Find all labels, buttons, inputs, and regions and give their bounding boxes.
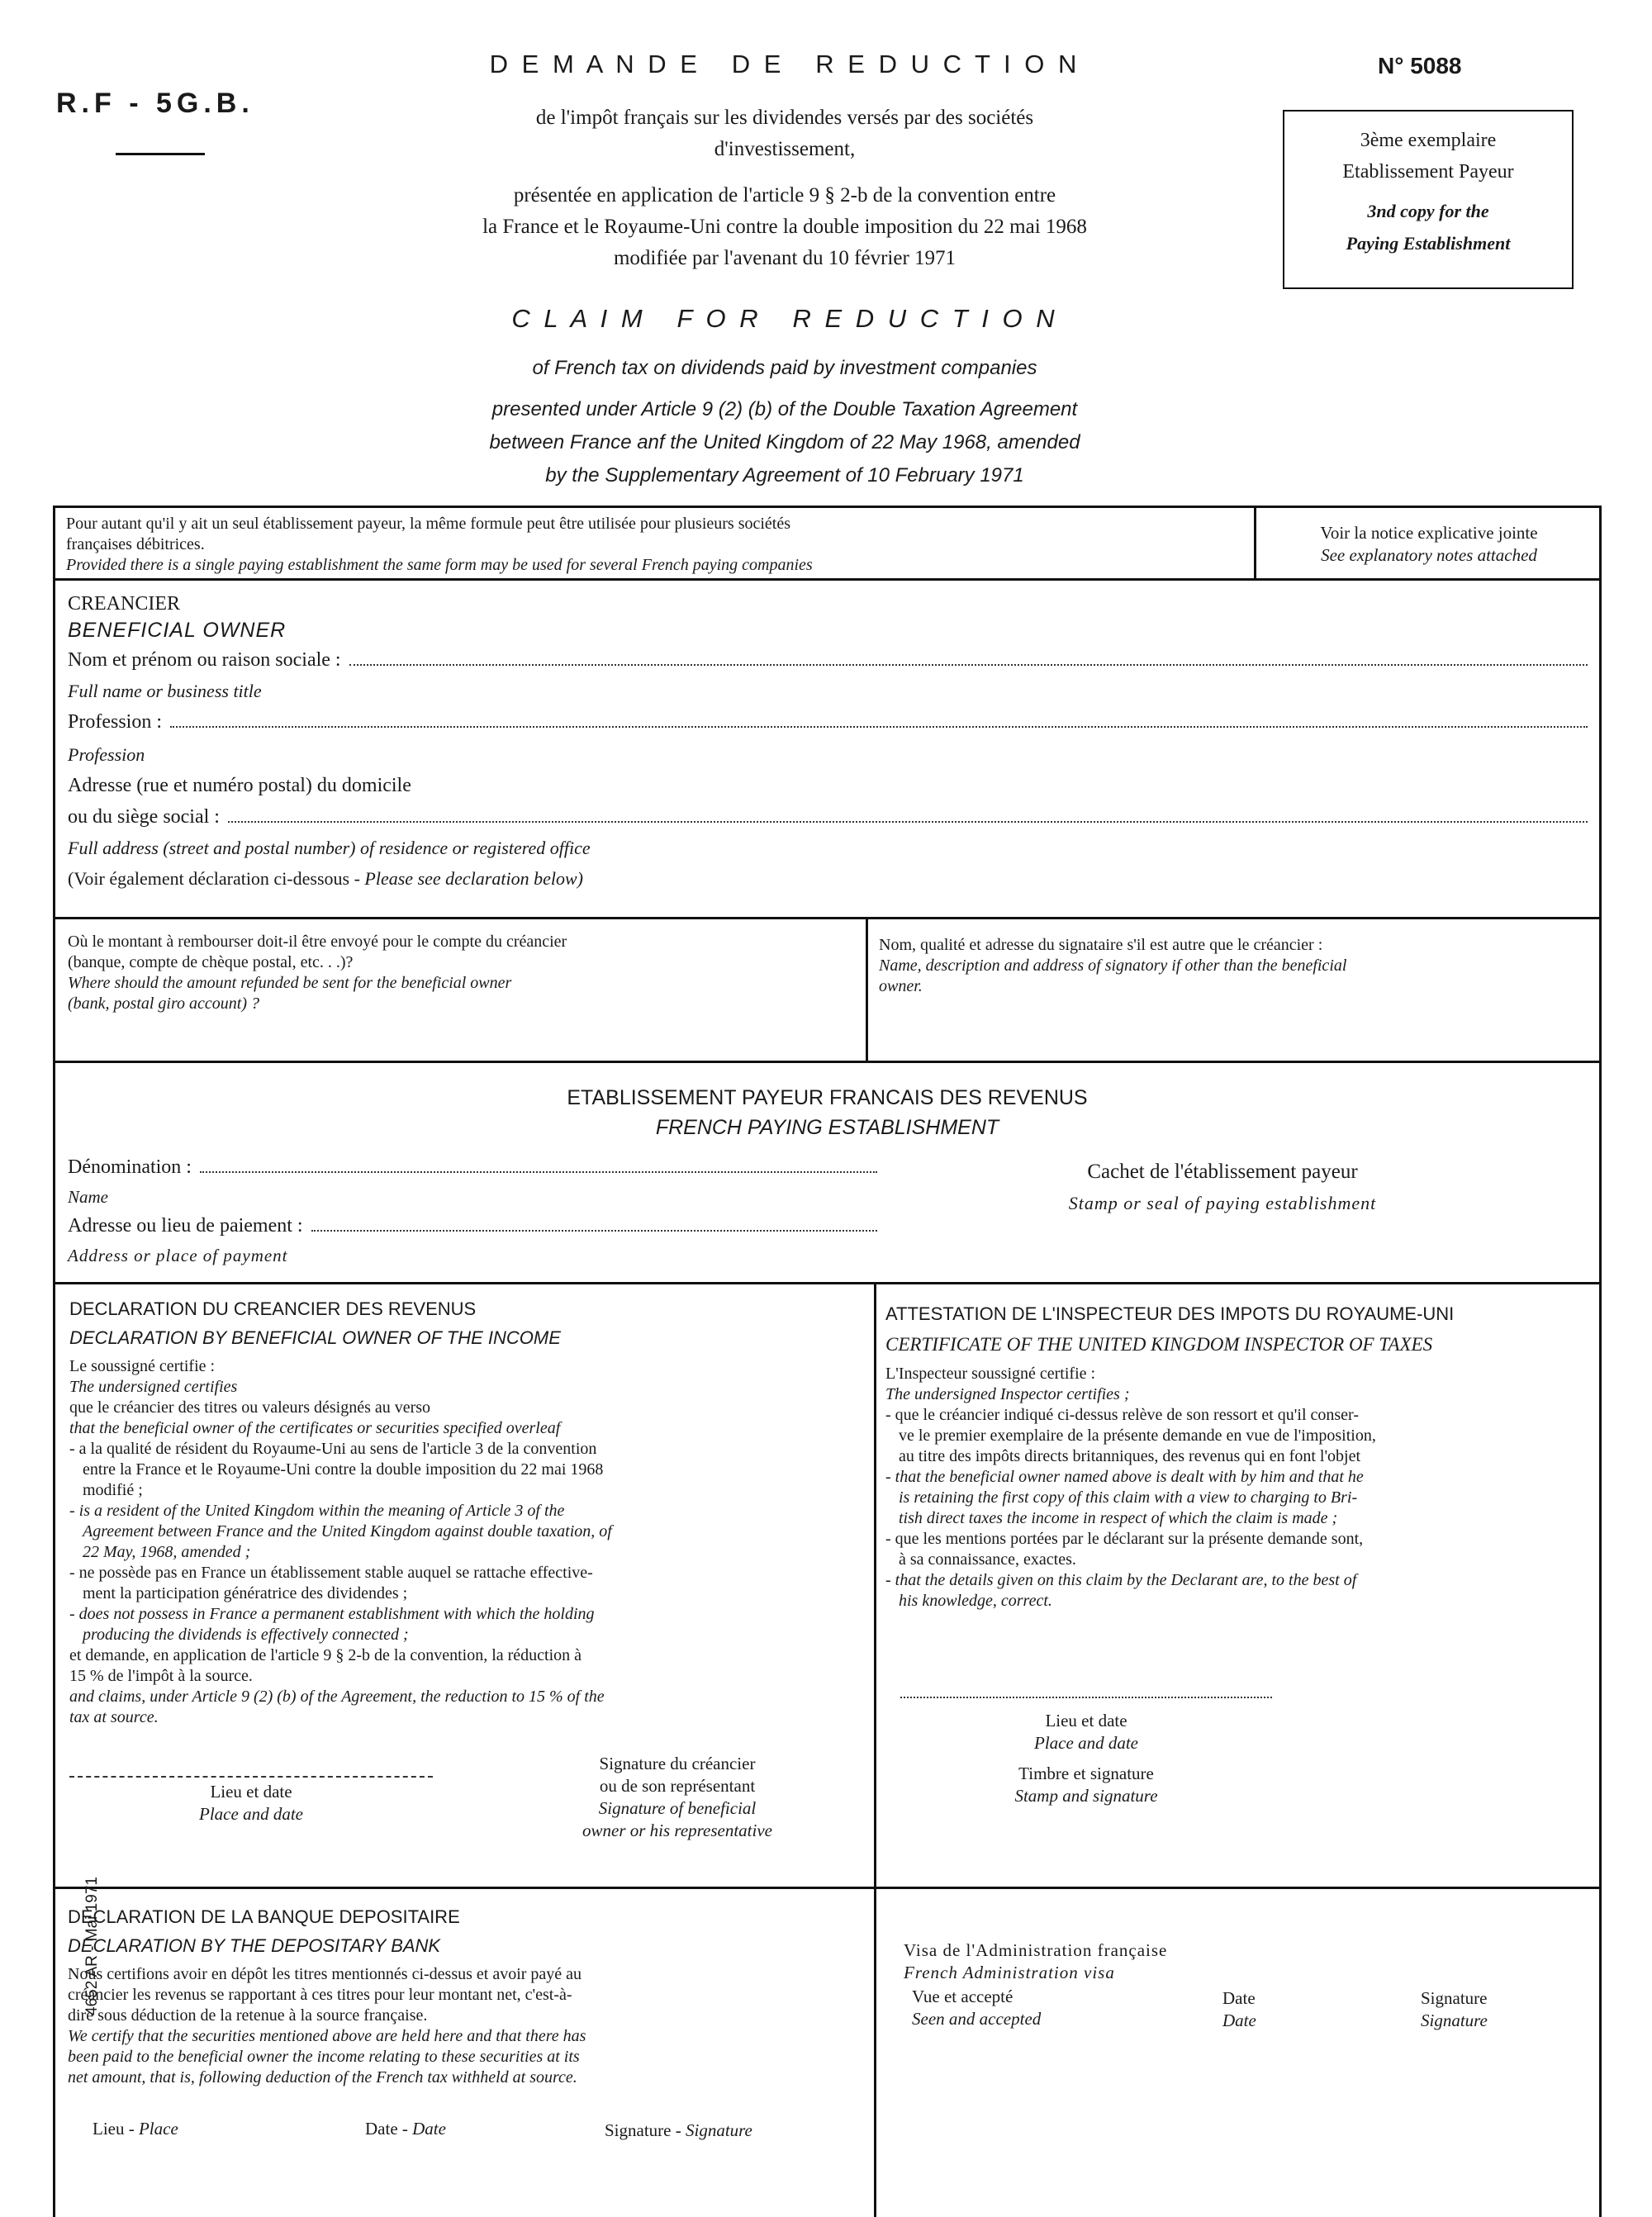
att-b1-en-line: tish direct taxes the income in respect of which the claim is made ; [899, 1509, 1338, 1527]
name-label-fr: Nom et prénom ou raison sociale : [68, 649, 341, 671]
rule [1599, 506, 1602, 2217]
bank-body-en-line: We certify that the securities mentioned above are held here and that there has [68, 2027, 586, 2045]
intro-fr-2: françaises débitrices. [66, 535, 205, 553]
side-print-code: 4652 AR - Mai 1971 [83, 1877, 101, 2015]
denomination-label-en: Name [68, 1187, 108, 1207]
rule [53, 917, 1602, 919]
name-field[interactable] [68, 648, 1588, 672]
form-code: R.F - 5G.B. [56, 88, 254, 119]
decl-b1-en-line: Agreement between France and the United Kingdom against double taxation, of [83, 1522, 612, 1541]
fr-sub-line: de l'impôt français sur les dividendes versés par des sociétés [535, 107, 1034, 129]
bank-date[interactable] [365, 2118, 446, 2140]
intro-fr-1: Pour autant qu'il y ait un seul établissement payeur, la même formule peut être utilisée pour plusieurs sociétés [66, 515, 791, 533]
decl-certifies-en: The undersigned certifies [69, 1378, 238, 1396]
address-fill-line[interactable] [228, 820, 1588, 823]
decl-signature[interactable] [512, 1753, 843, 1842]
en-sub-line: between France anf the United Kingdom of 22 May 1968, amended [489, 431, 1080, 453]
copy-box [1283, 110, 1574, 289]
en-sub-line: presented under Article 9 (2) (b) of the Double Taxation Agreement [491, 398, 1078, 420]
decl-b1-fr-line: - a la qualité de résident du Royaume-Uni au sens de l'article 3 de la convention [69, 1440, 597, 1458]
address-field[interactable] [68, 805, 1588, 829]
rule [53, 578, 1602, 581]
bank-heading-en: DECLARATION BY THE DEPOSITARY BANK [68, 1935, 441, 1956]
signatory-en-2: owner. [879, 977, 923, 995]
paying-fields [68, 1155, 877, 1267]
see-declaration-en: Please see declaration below) [364, 868, 583, 889]
declaration-heading-fr: DECLARATION DU CREANCIER DES REVENUS [69, 1298, 477, 1319]
decl-b1-en-line: 22 May, 1968, amended ; [83, 1543, 251, 1561]
decl-sig-en-2: owner or his representative [582, 1821, 772, 1840]
bank-body-fr [68, 1964, 861, 2026]
decl-sig-fr-1: Signature du créancier [599, 1754, 756, 1773]
refund-fr-2: (banque, compte de chèque postal, etc. . .)? [68, 953, 354, 971]
decl-place-en: Place and date [199, 1804, 303, 1824]
rule [874, 1282, 876, 1889]
att-b1-fr-line: au titre des impôts directs britanniques, des revenus qui en font l'objet [899, 1447, 1361, 1465]
rule [53, 1282, 1602, 1284]
creancier-heading-en: BENEFICIAL OWNER [68, 619, 287, 642]
profession-label-en: Profession [68, 744, 145, 765]
visa-sig-fr: Signature [1421, 1988, 1488, 2008]
see-declaration [68, 866, 1588, 890]
att-b1-fr-line: - que le créancier indiqué ci-dessus relève de son ressort et qu'il conser- [885, 1406, 1359, 1424]
decl-b2-en-line: producing the dividends is effectively connected ; [83, 1626, 409, 1644]
form-code-rule [116, 153, 205, 155]
decl-place-fr: Lieu et date [210, 1782, 292, 1802]
fr-sub-line: présentée en application de l'article 9 § 2-b de la convention entre [513, 184, 1056, 207]
signatory-en-1: Name, description and address of signatory if other than the beneficial [879, 957, 1347, 975]
att-b1-en-line: - that the beneficial owner named above is dealt with by him and that he [885, 1468, 1364, 1486]
refund-en-2: (bank, postal giro account) ? [68, 995, 260, 1013]
attestation-heading-fr: ATTESTATION DE L'INSPECTEUR DES IMPOTS DU ROYAUME-UNI [885, 1303, 1455, 1324]
bank-body-en-line: net amount, that is, following deduction of the French tax withheld at source. [68, 2068, 577, 2086]
paying-stamp[interactable] [991, 1158, 1454, 1215]
paying-heading-fr: ETABLISSEMENT PAYEUR FRANCAIS DES REVENUS [567, 1086, 1088, 1109]
notice-en: See explanatory notes attached [1321, 545, 1537, 565]
bank-body-fr-line: créancier les revenus se rapportant à ces titres pour leur montant net, c'est-à- [68, 1986, 572, 2004]
copy-en-1: 3nd copy for the [1367, 201, 1489, 221]
visa-section [904, 1939, 1581, 1984]
form-number: N° 5088 [1378, 53, 1462, 78]
rule [53, 1887, 1602, 1889]
profession-field[interactable] [68, 710, 1588, 734]
payment-address-fill-line[interactable] [311, 1229, 877, 1232]
att-b1-fr-line: ve le premier exemplaire de la présente demande en vue de l'imposition, [899, 1427, 1376, 1445]
decl-b1-fr-line: modifié ; [83, 1481, 143, 1499]
bank-body-fr-line: Nous certifions avoir en dépôt les titres mentionnés ci-dessus et avoir payé au [68, 1965, 582, 1983]
visa-fr: Visa de l'Administration française [904, 1940, 1168, 1960]
decl-sig-en-1: Signature of beneficial [598, 1798, 757, 1818]
att-b2-fr [885, 1529, 1596, 1570]
english-subtitle [347, 352, 1222, 492]
notice-fr: Voir la notice explicative jointe [1320, 523, 1538, 543]
bank-place-fr: Lieu - [93, 2119, 139, 2139]
decl-b1-fr [69, 1439, 862, 1501]
decl-claim-fr [69, 1645, 862, 1687]
stamp-label-en: Stamp or seal of paying establishment [1068, 1193, 1377, 1213]
att-b2-en-line: - that the details given on this claim by the Declarant are, to the best of [885, 1571, 1357, 1589]
decl-owner-en: that the beneficial owner of the certificates or securities specified overleaf [69, 1419, 561, 1437]
signatory-fr: Nom, qualité et adresse du signataire s'il est autre que le créancier : [879, 936, 1323, 954]
bank-signature[interactable] [605, 2120, 752, 2142]
fr-sub-line: d'investissement, [714, 138, 856, 160]
address-label-fr-1: Adresse (rue et numéro postal) du domicile [68, 775, 411, 796]
address-label-en: Full address (street and postal number) of residence or registered office [68, 838, 591, 858]
bank-heading-fr: DECLARATION DE LA BANQUE DEPOSITAIRE [68, 1906, 460, 1927]
att-place-en: Place and date [1034, 1733, 1138, 1753]
address-label-fr-2: ou du siège social : [68, 806, 220, 828]
decl-b2-fr-line: ment la participation génératrice des dividendes ; [83, 1584, 408, 1602]
decl-sig-fr-2: ou de son représentant [599, 1776, 756, 1796]
bank-date-fr: Date - [365, 2119, 413, 2139]
att-b2-fr-line: - que les mentions portées par le déclarant sur la présente demande sont, [885, 1530, 1364, 1548]
decl-b1-fr-line: entre la France et le Royaume-Uni contre la double imposition du 22 mai 1968 [83, 1460, 604, 1479]
visa-date-en: Date [1222, 2010, 1256, 2030]
french-title: D E M A N D E D E R E D U C T I O N [489, 50, 1080, 78]
bank-section [68, 1905, 861, 2088]
fr-sub-line: modifiée par l'avenant du 10 février 1971 [613, 247, 957, 269]
decl-claim-en [69, 1687, 862, 1728]
att-place-date-line[interactable] [900, 1697, 1272, 1698]
decl-b2-en-line: - does not possess in France a permanent establishment with which the holding [69, 1605, 595, 1623]
decl-owner-fr: que le créancier des titres ou valeurs désignés au verso [69, 1398, 431, 1417]
att-b1-en-line: is retaining the first copy of this claim with a view to charging to Bri- [899, 1488, 1358, 1507]
visa-signature[interactable] [1421, 1987, 1488, 2032]
att-stamp-en[interactable]: Stamp and signature [1014, 1786, 1158, 1806]
payment-address-field[interactable] [68, 1213, 877, 1238]
bank-body-en [68, 2026, 861, 2088]
declaration-heading-en: DECLARATION BY BENEFICIAL OWNER OF THE INCOME [69, 1327, 561, 1348]
att-bullets [885, 1405, 1596, 1612]
decl-b1-en [69, 1501, 862, 1563]
signatory-details[interactable] [879, 935, 1589, 997]
att-place-fr: Lieu et date [1045, 1711, 1127, 1730]
att-b2-en [885, 1570, 1596, 1612]
refund-en-1: Where should the amount refunded be sent for the beneficial owner [68, 974, 512, 992]
visa-en: French Administration visa [904, 1963, 1115, 1982]
intro-note [66, 514, 1239, 576]
visa-seen-fr: Vue et accepté [912, 1987, 1014, 2006]
english-title: C L A I M F O R R E D U C T I O N [511, 304, 1058, 333]
creancier-section [68, 591, 1588, 890]
paying-heading-en: FRENCH PAYING ESTABLISHMENT [655, 1116, 999, 1139]
attestation-section [885, 1302, 1596, 1612]
bank-body-en-line: been paid to the beneficial owner the income relating to these securities at its [68, 2048, 580, 2066]
decl-claim-fr-line: et demande, en application de l'article 9 § 2-b de la convention, la réduction à [69, 1646, 582, 1664]
decl-claim-en-line: and claims, under Article 9 (2) (b) of the Agreement, the reduction to 15 % of the [69, 1688, 605, 1706]
bank-sig-en: Signature [685, 2120, 752, 2140]
denomination-field[interactable] [68, 1155, 877, 1180]
visa-date[interactable] [1222, 1987, 1256, 2032]
att-certifies-fr: L'Inspecteur soussigné certifie : [885, 1365, 1096, 1383]
en-sub-line: of French tax on dividends paid by investment companies [532, 357, 1037, 379]
refund-fr-1: Où le montant à rembourser doit-il être envoyé pour le compte du créancier [68, 933, 567, 951]
att-place-date [900, 1710, 1272, 1807]
att-b1-fr [885, 1405, 1596, 1467]
bank-body-fr-line: dire sous déduction de la retenue à la source française. [68, 2006, 428, 2025]
rule [1254, 506, 1256, 580]
copy-fr-1: 3ème exemplaire [1360, 130, 1497, 151]
denomination-label-fr: Dénomination : [68, 1156, 192, 1178]
copy-en-2: Paying Establishment [1346, 233, 1511, 254]
rule [866, 917, 868, 1062]
decl-certifies-fr: Le soussigné certifie : [69, 1357, 216, 1375]
visa-seen-en: Seen and accepted [912, 2009, 1042, 2029]
att-certifies-en: The undersigned Inspector certifies ; [885, 1385, 1130, 1403]
decl-b1-en-line: - is a resident of the United Kingdom within the meaning of Article 3 of the [69, 1502, 565, 1520]
att-b2-fr-line: à sa connaissance, exactes. [899, 1550, 1076, 1569]
rule [53, 506, 55, 2217]
decl-place-date [69, 1781, 433, 1825]
decl-b2-en [69, 1604, 862, 1645]
rule [874, 1887, 876, 2217]
bank-place-en: Place [138, 2119, 178, 2139]
intro-en: Provided there is a single paying establishment the same form may be used for several French paying companies [66, 556, 813, 574]
name-label-en: Full name or business title [68, 681, 262, 701]
see-declaration-fr: (Voir également déclaration ci-dessous - [68, 868, 365, 889]
rule [53, 506, 1602, 508]
payment-address-label-en: Address or place of payment [68, 1246, 288, 1265]
payment-address-label-fr: Adresse ou lieu de paiement : [68, 1215, 303, 1237]
bank-place[interactable] [93, 2118, 178, 2140]
denomination-fill-line[interactable] [200, 1170, 877, 1173]
stamp-label-fr: Cachet de l'établissement payeur [1087, 1161, 1358, 1183]
fr-sub-line: la France et le Royaume-Uni contre la double imposition du 22 mai 1968 [482, 216, 1087, 238]
name-fill-line[interactable] [349, 663, 1588, 666]
french-subtitle [363, 102, 1206, 274]
declaration-section [69, 1297, 862, 1728]
att-b1-en [885, 1467, 1596, 1529]
copy-fr-2: Etablissement Payeur [1342, 161, 1514, 183]
decl-claim-en-line: tax at source. [69, 1708, 159, 1726]
bank-date-en: Date [412, 2119, 446, 2139]
visa-date-fr: Date [1222, 1988, 1256, 2008]
visa-seen[interactable] [912, 1986, 1041, 2030]
profession-label-fr: Profession : [68, 711, 162, 733]
creancier-heading-fr: CREANCIER [68, 593, 181, 615]
att-stamp-fr: Timbre et signature [1018, 1764, 1154, 1783]
visa-sig-en: Signature [1421, 2010, 1488, 2030]
decl-b2-fr [69, 1563, 862, 1604]
att-b2-en-line: his knowledge, correct. [899, 1592, 1052, 1610]
decl-place-date-line[interactable] [69, 1776, 433, 1778]
profession-fill-line[interactable] [170, 725, 1588, 728]
notice-ref [1264, 522, 1594, 567]
rule [53, 1061, 1602, 1063]
decl-bullets [69, 1439, 862, 1645]
attestation-heading-en: CERTIFICATE OF THE UNITED KINGDOM INSPECTOR OF TAXES [885, 1334, 1433, 1355]
en-sub-line: by the Supplementary Agreement of 10 February 1971 [545, 464, 1024, 487]
refund-destination[interactable] [68, 932, 852, 1014]
decl-claim-fr-line: 15 % de l'impôt à la source. [69, 1667, 253, 1685]
decl-b2-fr-line: - ne possède pas en France un établissement stable auquel se rattache effective- [69, 1564, 593, 1582]
bank-sig-fr: Signature - [605, 2120, 686, 2140]
